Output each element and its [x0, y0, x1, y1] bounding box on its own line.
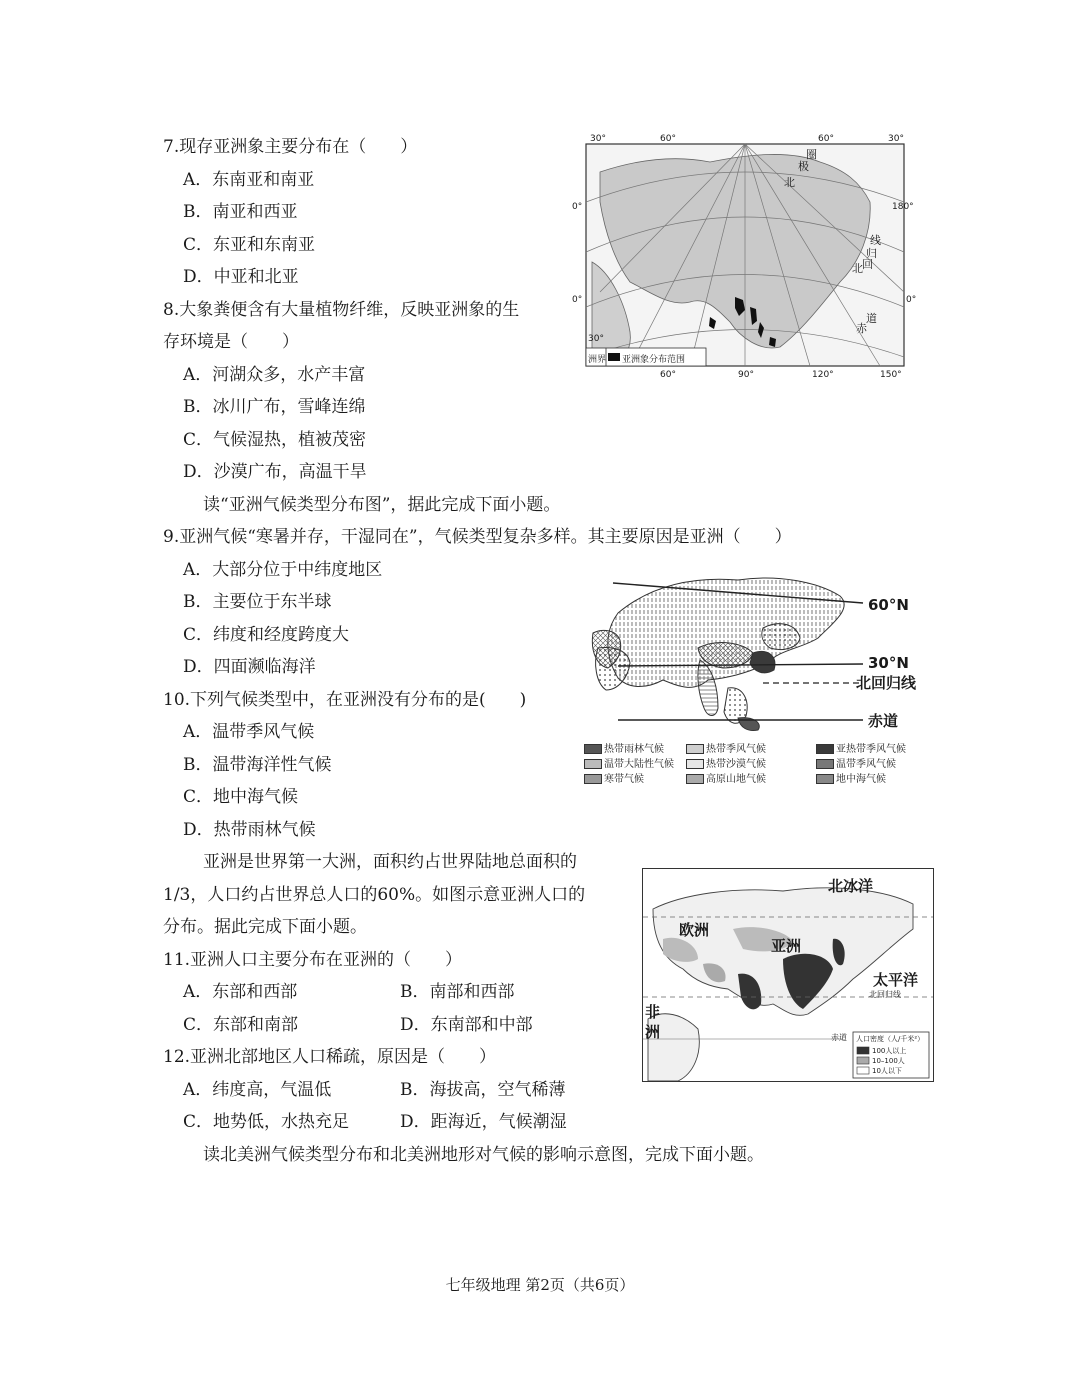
q10-option-d: D．热带雨林气候: [183, 820, 316, 840]
population-legend-mid: 10–100人: [872, 1057, 905, 1065]
population-legend-low: 10人以下: [872, 1067, 902, 1075]
q9-option-c: C．纬度和经度跨度大: [183, 625, 350, 645]
q7-option-a: A．东南亚和南亚: [183, 170, 315, 190]
q8-stem-line2: 存环境是（ ）: [163, 332, 299, 352]
tropic-of-cancer-label: 北回归线: [856, 674, 917, 692]
lat-30n-label: 30°N: [868, 654, 909, 672]
q9-option-a: A．大部分位于中纬度地区: [183, 560, 383, 580]
map1-right-lat: 0°: [906, 295, 917, 305]
climate-legend-item: 地中海气候: [816, 770, 886, 785]
map1-bottom-lon-4: 150°: [880, 370, 902, 380]
page-footer: 七年级地理 第2页（共6页）: [445, 1276, 635, 1294]
elephant-map: [570, 132, 920, 384]
map1-right-lon: 180°: [892, 202, 914, 212]
map1-left-lat-2: 0°: [572, 295, 583, 305]
africa-label-char-1: 非: [645, 1003, 661, 1021]
map1-legend-elephant: 亚洲象分布范围: [622, 355, 686, 365]
q11-option-d: D．东南部和中部: [400, 1015, 533, 1035]
climate-legend-item: 寒带气候: [584, 770, 644, 785]
intro-population-line2: 1/3，人口约占世界总人口的60%。如图示意亚洲人口的: [163, 885, 586, 905]
intro-population-line1: 亚洲是世界第一大洲，面积约占世界陆地总面积的: [203, 852, 577, 872]
lat-60n-label: 60°N: [868, 596, 909, 614]
legend-swatch: [686, 774, 704, 784]
pacific-ocean-label: 太平洋: [873, 971, 919, 989]
legend-swatch: [686, 744, 704, 754]
q9-option-b: B．主要位于东半球: [183, 592, 332, 612]
legend-swatch: [584, 744, 602, 754]
population-legend-high: 100人以上: [872, 1047, 907, 1055]
arctic-ocean-label: 北冰洋: [828, 877, 874, 895]
map1-equator-char-2: 赤: [856, 322, 867, 335]
q10-stem: 10.下列气候类型中，在亚洲没有分布的是( ): [163, 690, 527, 710]
q11-option-c: C．东部和南部: [183, 1015, 299, 1035]
q8-option-a: A．河湖众多，水产丰富: [183, 365, 366, 385]
q12-option-d: D．距海近，气候潮湿: [400, 1112, 567, 1132]
legend-swatch: [584, 774, 602, 784]
q10-option-b: B．温带海洋性气候: [183, 755, 332, 775]
population-map: [642, 868, 934, 1082]
map1-left-lat-3: 30°: [588, 334, 604, 344]
q11-stem: 11.亚洲人口主要分布在亚洲的（ ）: [163, 950, 463, 970]
intro-north-america: 读北美洲气候类型分布和北美洲地形对气候的影响示意图，完成下面小题。: [203, 1145, 764, 1165]
legend-swatch: [816, 759, 834, 769]
q9-stem: 9.亚洲气候“寒暑并存，干湿同在”，气候类型复杂多样。其主要原因是亚洲（ ）: [163, 527, 792, 547]
equator-label-map3: 赤道: [831, 1033, 847, 1042]
q7-option-c: C．东亚和东南亚: [183, 235, 316, 255]
tropic-label: 北回归线: [869, 990, 901, 999]
equator-label: 赤道: [868, 712, 899, 730]
map1-tropic-char-3: 回: [862, 258, 873, 271]
map1-arctic-char-3: 北: [784, 176, 795, 189]
map1-left-lat-1: 0°: [572, 202, 583, 212]
legend-swatch: [686, 759, 704, 769]
map1-tropic-char-2: 归: [866, 247, 877, 260]
map1-top-lon-2: 60°: [660, 134, 676, 144]
map1-tropic-char-1: 线: [870, 234, 881, 247]
q11-option-b: B．南部和西部: [400, 982, 515, 1002]
q7-stem: 7.现存亚洲象主要分布在（ ）: [163, 137, 418, 157]
q12-option-a: A．纬度高，气温低: [183, 1080, 332, 1100]
map1-bottom-lon-3: 120°: [812, 370, 834, 380]
q11-option-a: A．东部和西部: [183, 982, 298, 1002]
legend-swatch: [816, 744, 834, 754]
climate-legend-item: 热带雨林气候: [584, 740, 664, 755]
climate-legend-item: 亚热带季风气候: [816, 740, 906, 755]
africa-label-char-2: 洲: [645, 1023, 661, 1041]
europe-label: 欧洲: [679, 921, 710, 939]
map1-top-lon-4: 30°: [888, 134, 904, 144]
map1-equator-char-1: 道: [866, 312, 877, 325]
legend-swatch: [816, 774, 834, 784]
map1-bottom-lon-1: 60°: [660, 370, 676, 380]
climate-legend-item: 温带大陆性气候: [584, 755, 674, 770]
map1-top-lon-1: 30°: [590, 134, 606, 144]
q10-option-a: A．温带季风气候: [183, 722, 315, 742]
intro-population-line3: 分布。据此完成下面小题。: [163, 917, 367, 937]
q7-option-d: D．中亚和北亚: [183, 267, 299, 287]
asia-label: 亚洲: [771, 937, 802, 955]
climate-legend-item: 温带季风气候: [816, 755, 896, 770]
map1-tropic-char-4: 北: [852, 262, 863, 275]
climate-legend-item: 热带季风气候: [686, 740, 766, 755]
map1-arctic-char-1: 圈: [806, 148, 817, 161]
intro-climate: 读“亚洲气候类型分布图”，据此完成下面小题。: [203, 495, 561, 515]
q8-stem-line1: 8.大象粪便含有大量植物纤维，反映亚洲象的生: [163, 300, 520, 320]
climate-legend-item: 热带沙漠气候: [686, 755, 766, 770]
population-legend-title: 人口密度（人/千米²）: [856, 1035, 925, 1043]
legend-swatch: [584, 759, 602, 769]
map1-top-lon-3: 60°: [818, 134, 834, 144]
map1-legend-boundary: 洲界: [588, 355, 607, 365]
q12-option-c: C．地势低，水热充足: [183, 1112, 350, 1132]
map1-bottom-lon-2: 90°: [738, 370, 754, 380]
q8-option-c: C．气候湿热，植被茂密: [183, 430, 367, 450]
climate-legend-item: 高原山地气候: [686, 770, 766, 785]
q7-option-b: B．南亚和西亚: [183, 202, 298, 222]
q12-stem: 12.亚洲北部地区人口稀疏，原因是（ ）: [163, 1047, 497, 1067]
climate-map: [578, 568, 938, 790]
q12-option-b: B．海拔高，空气稀薄: [400, 1080, 566, 1100]
q9-option-d: D．四面濒临海洋: [183, 657, 316, 677]
q8-option-d: D．沙漠广布，高温干旱: [183, 462, 367, 482]
q10-option-c: C．地中海气候: [183, 787, 299, 807]
q8-option-b: B．冰川广布，雪峰连绵: [183, 397, 366, 417]
map1-arctic-char-2: 极: [798, 160, 809, 173]
